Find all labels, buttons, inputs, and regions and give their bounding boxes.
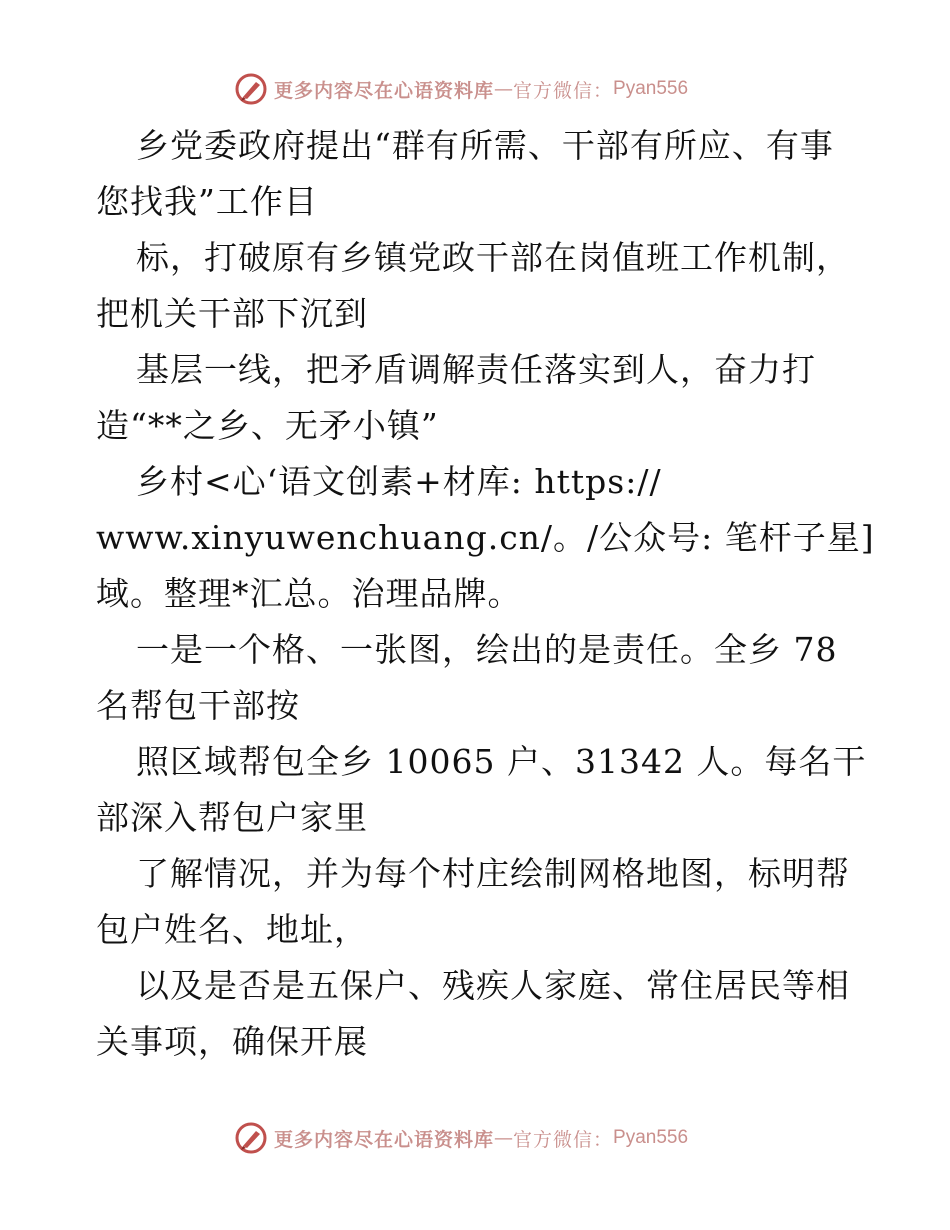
watermark-main-text: 更多内容尽在心语资料库 [274,1128,495,1151]
text-line: 把机关干部下沉到 [96,294,368,333]
text-line: 以及是否是五保户、残疾人家庭、常住居民等相 [136,966,850,1005]
text-line: 照区域帮包全乡 10065 户、31342 人。每名干 [136,742,867,781]
text-line: 标，打破原有乡镇党政干部在岗值班工作机制， [136,238,850,277]
text-line: 包户姓名、地址， [96,910,368,949]
document-body [96,118,875,1070]
text-line: 乡村<心‘语文创素+材库: https:// [136,462,662,501]
text-line: 了解情况，并为每个村庄绘制网格地图，标明帮 [136,854,850,893]
text-line: 名帮包干部按 [96,686,300,725]
text-line: 部深入帮包户家里 [96,798,368,837]
watermark-wechat-id: Pyan556 [613,1127,689,1148]
text-line: 域。整理*汇总。治理品牌。 [96,574,522,613]
watermark-wechat-id: Pyan556 [613,78,689,99]
watermark-main-text: 更多内容尽在心语资料库 [274,79,495,102]
text-line: 乡党委政府提出“群有所需、干部有所应、有事 [136,126,834,165]
text-line: 基层一线，把矛盾调解责任落实到人，奋力打 [136,350,816,389]
footer-watermark [234,1121,688,1155]
pen-logo-icon [234,1121,268,1155]
header-watermark [234,72,688,106]
watermark-wechat-label: 官方微信： [513,1128,614,1151]
text-line: www.xinyuwenchuang.cn/。/公众号: 笔杆子星] [96,518,875,557]
text-line: 一是一个格、一张图，绘出的是责任。全乡 78 [136,630,838,669]
pen-logo-icon [234,72,268,106]
text-line: 您找我”工作目 [96,182,318,221]
watermark-separator: — [494,1127,514,1149]
text-line: 造“**之乡、无矛小镇” [96,406,439,445]
text-line: 关事项，确保开展 [96,1022,368,1061]
watermark-separator: — [494,78,514,100]
watermark-wechat-label: 官方微信： [513,79,614,102]
